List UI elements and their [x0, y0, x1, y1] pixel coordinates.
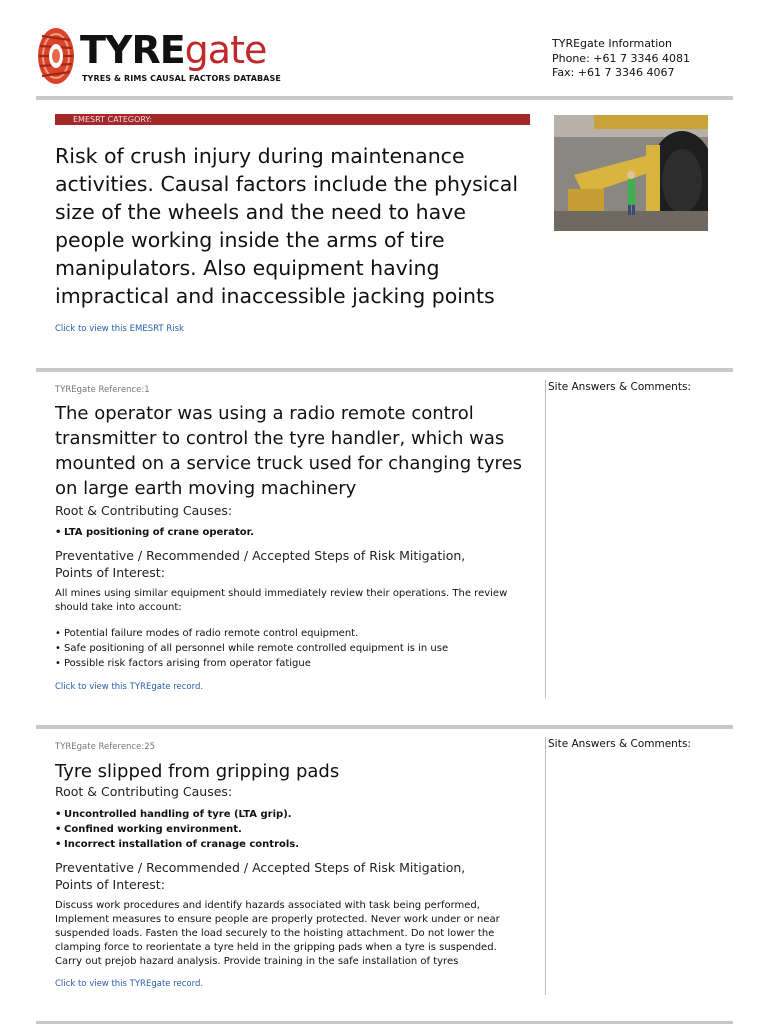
list-item: • LTA positioning of crane operator. [55, 525, 254, 540]
view-tyregate-record-link[interactable]: Click to view this TYREgate record. [55, 979, 204, 989]
emesrt-risk-title: Risk of crush injury during maintenance activities. Causal factors include the physical size of the wheels and the need to have people working inside the arms of tire manipulators. Also equipment having impractical and inaccessible jacking points [55, 144, 519, 308]
list-item: • Possible risk factors arising from operator fatigue [55, 656, 448, 671]
contact-phone: Phone: +61 7 3346 4081 [552, 51, 690, 65]
site-answers-label: Site Answers & Comments: [548, 738, 691, 750]
contact-fax: Fax: +61 7 3346 4067 [552, 66, 675, 79]
column-divider [545, 737, 546, 995]
section-divider [36, 96, 733, 100]
tyregate-logo [36, 26, 281, 88]
view-tyregate-record-link[interactable]: Click to view this TYREgate record. [55, 682, 204, 692]
logo-tagline: TYRES & RIMS CAUSAL FACTORS DATABASE [82, 74, 281, 83]
contact-info [552, 37, 690, 81]
contact-title: TYREgate Information [552, 37, 673, 50]
mitigation-text: Discuss work procedures and identify hazards associated with task being performed, Implement measures to ensure people are properly protected. Never work under or near suspended loads. Fasten the load securely to the hoisting attachment. Do not lower the clamping force to reorientate a tyre held in the gripping pads when a tyre is suspended. Carry out prejob hazard analysis. Provide training in the safe installation of tyres [55, 900, 500, 967]
mitigation-heading: Preventative / Recommended / Accepted Steps of Risk Mitigation, Points of Interest: [55, 548, 466, 580]
record-title: The operator was using a radio remote control transmitter to control the tyre handler, which was mounted on a service truck used for changing tyres on large earth moving machinery [55, 403, 523, 499]
mitigation-points-list [55, 626, 448, 671]
list-item: • Incorrect installation of cranage controls. [55, 837, 299, 852]
tyre-handler-photo [554, 115, 708, 231]
column-divider [545, 380, 546, 698]
causes-list [55, 807, 299, 852]
section-divider [36, 368, 733, 372]
list-item: • Potential failure modes of radio remote control equipment. [55, 626, 448, 641]
record-reference: TYREgate Reference:25 [55, 742, 156, 752]
emesrt-category-bar: EMESRT CATEGORY: [55, 114, 530, 125]
root-causes-heading: Root & Contributing Causes: [55, 503, 233, 518]
record-title: Tyre slipped from gripping pads [55, 761, 340, 782]
list-item: • Safe positioning of all personnel while remote controlled equipment is in use [55, 641, 448, 656]
tyre-icon [36, 26, 76, 86]
mitigation-intro: All mines using similar equipment should immediately review their operations. The review should take into account: [55, 588, 508, 613]
logo-wordmark: TYREgate [80, 28, 267, 72]
record-reference: TYREgate Reference:1 [55, 385, 150, 395]
list-item: • Confined working environment. [55, 822, 299, 837]
section-divider [36, 725, 733, 729]
page-header [0, 0, 768, 96]
view-emesrt-risk-link[interactable]: Click to view this EMESRT Risk [55, 324, 184, 334]
mitigation-heading: Preventative / Recommended / Accepted Steps of Risk Mitigation, Points of Interest: [55, 860, 466, 892]
root-causes-heading: Root & Contributing Causes: [55, 784, 233, 799]
site-answers-label: Site Answers & Comments: [548, 381, 691, 393]
causes-list [55, 525, 254, 540]
list-item: • Uncontrolled handling of tyre (LTA grip). [55, 807, 299, 822]
